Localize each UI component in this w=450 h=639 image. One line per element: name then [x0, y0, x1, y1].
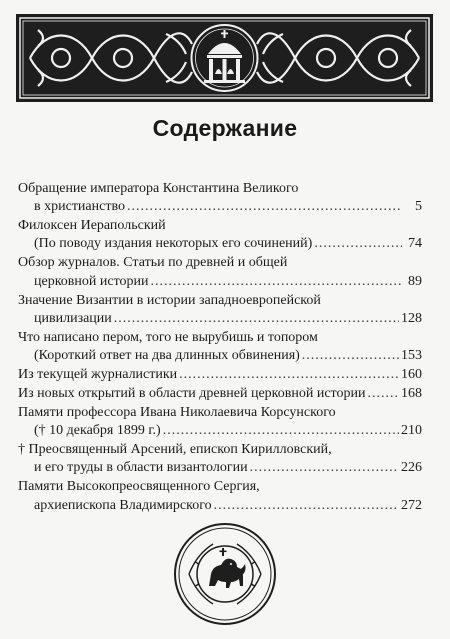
toc-entry[interactable] — [18, 254, 422, 290]
page-number: 89 — [408, 273, 422, 289]
page-number: 210 — [401, 423, 422, 439]
toc-entry-title-line: Филоксен Иерапольский — [18, 218, 166, 234]
toc-entry-title-line: Памяти Высокопреосвященного Сергия, — [18, 479, 260, 495]
toc-entry-last-line — [18, 235, 422, 253]
toc-entry-title-line: († 10 декабря 1899 г.) — [34, 423, 161, 439]
toc-entry-title-line: Значение Византии в истории западноевропейской — [18, 292, 321, 308]
dot-leader — [250, 459, 399, 477]
page-number: 74 — [408, 236, 422, 252]
toc-entry[interactable] — [18, 217, 422, 253]
toc-entry-title-line: Что написано пером, того не вырубишь и топором — [18, 329, 318, 345]
dot-leader — [302, 347, 399, 365]
page-number: 272 — [401, 497, 422, 513]
seal-with-lion-icon — [173, 522, 277, 626]
toc-entry-title-line: цивилизации — [34, 310, 112, 326]
toc-entry-title-line: Обзор журналов. Статьи по древней и общей — [18, 255, 288, 271]
toc-entry-title-line: (Короткий ответ на два длинных обвинения) — [34, 348, 300, 364]
toc-entry-title-line: Из текущей журналистики — [18, 367, 178, 383]
toc-entry-title-line: Из новых открытий в области древней церковной истории — [18, 386, 366, 402]
dot-leader — [127, 198, 402, 216]
page-number: 128 — [401, 310, 422, 326]
dot-leader — [163, 422, 399, 440]
toc-entry-last-line — [18, 347, 422, 365]
toc-entry[interactable] — [18, 180, 422, 216]
toc-entry[interactable] — [18, 366, 422, 384]
toc-entry-last-line — [18, 366, 422, 384]
dot-leader — [179, 366, 399, 384]
toc-entry-title-line: (По поводу издания некоторых его сочинений) — [34, 236, 313, 252]
toc-entry-title-line: церковной истории — [34, 273, 149, 289]
page-number: 5 — [415, 199, 422, 215]
toc-entry-last-line — [18, 459, 422, 477]
toc-entry-last-line — [18, 497, 422, 515]
toc-entry[interactable] — [18, 385, 422, 403]
toc-entry-title-line: архиепископа Владимирского — [34, 497, 212, 513]
dot-leader — [114, 310, 399, 328]
page-number: 168 — [401, 386, 422, 402]
dot-leader — [151, 273, 402, 291]
page-number: 160 — [401, 367, 422, 383]
toc-entry-title-line: в христианство — [34, 199, 125, 215]
toc-entry-title-line: Памяти профессора Ивана Николаевича Корсунского — [18, 405, 336, 421]
toc-entry-last-line — [18, 198, 422, 216]
toc-entry-title-line: и его труды в области византологии — [34, 460, 248, 476]
dot-leader — [214, 497, 399, 515]
toc-entry-last-line — [18, 385, 422, 403]
toc-entry-last-line — [18, 422, 422, 440]
dot-leader — [314, 235, 402, 253]
toc-entry-last-line — [18, 273, 422, 291]
toc-entry[interactable] — [18, 478, 422, 514]
page-title: Содержание — [152, 115, 298, 141]
ornamental-header-icon — [16, 14, 433, 102]
toc-entry[interactable] — [18, 292, 422, 328]
toc-entry-title-line: † Преосвященный Арсений, епископ Кирилловский, — [18, 442, 332, 458]
dot-leader — [367, 385, 399, 403]
toc-entry-title-line: Обращение императора Константина Великого — [18, 181, 299, 196]
toc-entry[interactable] — [18, 329, 422, 365]
page-number: 226 — [401, 460, 422, 476]
toc-entry[interactable] — [18, 441, 422, 477]
table-of-contents — [18, 180, 422, 516]
page-number: 153 — [401, 348, 422, 364]
toc-entry[interactable] — [18, 404, 422, 440]
toc-entry-last-line — [18, 310, 422, 328]
